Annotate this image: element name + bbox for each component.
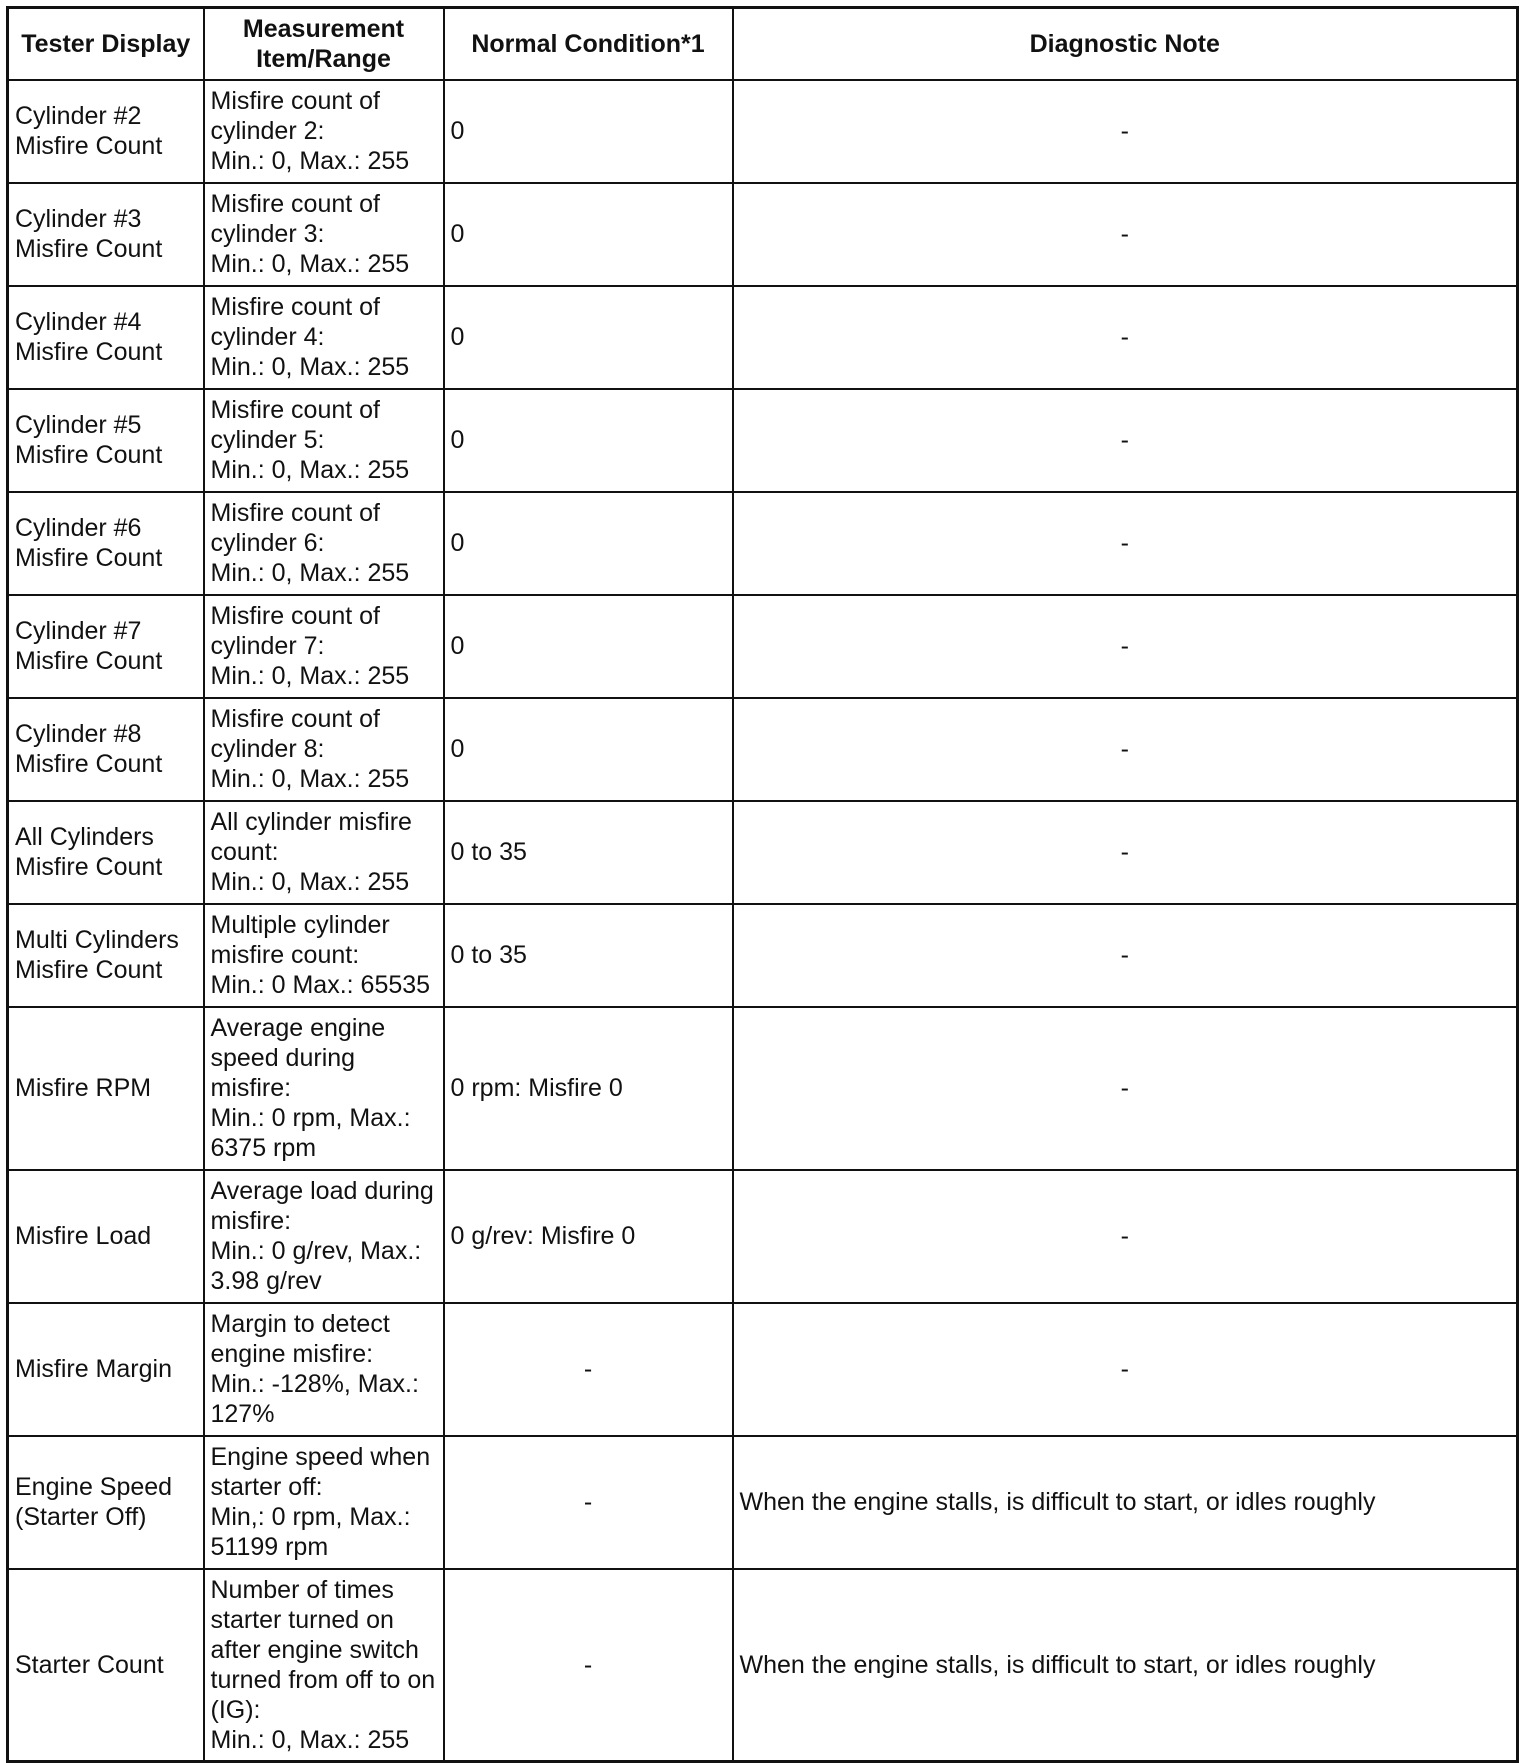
cell-tester-display: Cylinder #2 Misfire Count xyxy=(8,80,204,183)
table-row xyxy=(8,1569,1518,1762)
cell-diagnostic-note: - xyxy=(733,492,1518,595)
cell-measurement-range: Average load during misfire: Min.: 0 g/rev, Max.: 3.98 g/rev xyxy=(204,1170,444,1303)
cell-tester-display: All Cylinders Misfire Count xyxy=(8,801,204,904)
cell-normal-condition: - xyxy=(444,1303,733,1436)
cell-diagnostic-note: - xyxy=(733,904,1518,1007)
table-row xyxy=(8,1303,1518,1436)
cell-normal-condition: 0 xyxy=(444,183,733,286)
cell-measurement-range: Margin to detect engine misfire: Min.: -128%, Max.: 127% xyxy=(204,1303,444,1436)
cell-diagnostic-note: - xyxy=(733,183,1518,286)
cell-normal-condition: 0 xyxy=(444,595,733,698)
cell-normal-condition: 0 to 35 xyxy=(444,904,733,1007)
table-row xyxy=(8,80,1518,183)
cell-normal-condition: 0 xyxy=(444,698,733,801)
cell-diagnostic-note: - xyxy=(733,80,1518,183)
cell-measurement-range: Misfire count of cylinder 4: Min.: 0, Max.: 255 xyxy=(204,286,444,389)
table-row xyxy=(8,1436,1518,1569)
table-row xyxy=(8,801,1518,904)
cell-tester-display: Cylinder #3 Misfire Count xyxy=(8,183,204,286)
cell-diagnostic-note: - xyxy=(733,801,1518,904)
table-row xyxy=(8,698,1518,801)
table-row xyxy=(8,904,1518,1007)
cell-normal-condition: - xyxy=(444,1569,733,1762)
cell-tester-display: Multi Cylinders Misfire Count xyxy=(8,904,204,1007)
cell-diagnostic-note: - xyxy=(733,595,1518,698)
cell-diagnostic-note: - xyxy=(733,698,1518,801)
data-list-table xyxy=(6,6,1519,1763)
cell-normal-condition: 0 to 35 xyxy=(444,801,733,904)
cell-normal-condition: 0 xyxy=(444,80,733,183)
cell-tester-display: Misfire Load xyxy=(8,1170,204,1303)
cell-diagnostic-note: - xyxy=(733,1007,1518,1170)
cell-normal-condition: 0 xyxy=(444,492,733,595)
cell-normal-condition: - xyxy=(444,1436,733,1569)
cell-measurement-range: Average engine speed during misfire: Min.: 0 rpm, Max.: 6375 rpm xyxy=(204,1007,444,1170)
header-normal-condition: Normal Condition*1 xyxy=(444,8,733,80)
table-row xyxy=(8,1007,1518,1170)
table-row xyxy=(8,389,1518,492)
cell-tester-display: Misfire RPM xyxy=(8,1007,204,1170)
header-measurement: Measurement Item/Range xyxy=(204,8,444,80)
header-diagnostic-note: Diagnostic Note xyxy=(733,8,1518,80)
cell-diagnostic-note: When the engine stalls, is difficult to start, or idles roughly xyxy=(733,1569,1518,1762)
cell-tester-display: Cylinder #6 Misfire Count xyxy=(8,492,204,595)
cell-measurement-range: All cylinder misfire count: Min.: 0, Max.: 255 xyxy=(204,801,444,904)
cell-normal-condition: 0 g/rev: Misfire 0 xyxy=(444,1170,733,1303)
header-row xyxy=(8,8,1518,80)
table-row xyxy=(8,183,1518,286)
cell-diagnostic-note: When the engine stalls, is difficult to start, or idles roughly xyxy=(733,1436,1518,1569)
cell-diagnostic-note: - xyxy=(733,1303,1518,1436)
cell-tester-display: Misfire Margin xyxy=(8,1303,204,1436)
cell-measurement-range: Misfire count of cylinder 8: Min.: 0, Max.: 255 xyxy=(204,698,444,801)
cell-diagnostic-note: - xyxy=(733,389,1518,492)
cell-normal-condition: 0 xyxy=(444,389,733,492)
cell-measurement-range: Misfire count of cylinder 6: Min.: 0, Max.: 255 xyxy=(204,492,444,595)
cell-measurement-range: Engine speed when starter off: Min,: 0 rpm, Max.: 51199 rpm xyxy=(204,1436,444,1569)
cell-tester-display: Cylinder #4 Misfire Count xyxy=(8,286,204,389)
cell-measurement-range: Misfire count of cylinder 7: Min.: 0, Max.: 255 xyxy=(204,595,444,698)
cell-normal-condition: 0 xyxy=(444,286,733,389)
cell-measurement-range: Multiple cylinder misfire count: Min.: 0 Max.: 65535 xyxy=(204,904,444,1007)
cell-tester-display: Engine Speed (Starter Off) xyxy=(8,1436,204,1569)
table-row xyxy=(8,595,1518,698)
table-row xyxy=(8,286,1518,389)
cell-measurement-range: Misfire count of cylinder 5: Min.: 0, Max.: 255 xyxy=(204,389,444,492)
cell-tester-display: Starter Count xyxy=(8,1569,204,1762)
table-row xyxy=(8,492,1518,595)
cell-measurement-range: Misfire count of cylinder 3: Min.: 0, Max.: 255 xyxy=(204,183,444,286)
cell-measurement-range: Misfire count of cylinder 2: Min.: 0, Max.: 255 xyxy=(204,80,444,183)
cell-normal-condition: 0 rpm: Misfire 0 xyxy=(444,1007,733,1170)
cell-tester-display: Cylinder #7 Misfire Count xyxy=(8,595,204,698)
cell-diagnostic-note: - xyxy=(733,1170,1518,1303)
table-row xyxy=(8,1170,1518,1303)
cell-measurement-range: Number of times starter turned on after engine switch turned from off to on (IG): Min.: 0, Max.: 255 xyxy=(204,1569,444,1762)
cell-tester-display: Cylinder #5 Misfire Count xyxy=(8,389,204,492)
header-tester-display: Tester Display xyxy=(8,8,204,80)
cell-tester-display: Cylinder #8 Misfire Count xyxy=(8,698,204,801)
cell-diagnostic-note: - xyxy=(733,286,1518,389)
